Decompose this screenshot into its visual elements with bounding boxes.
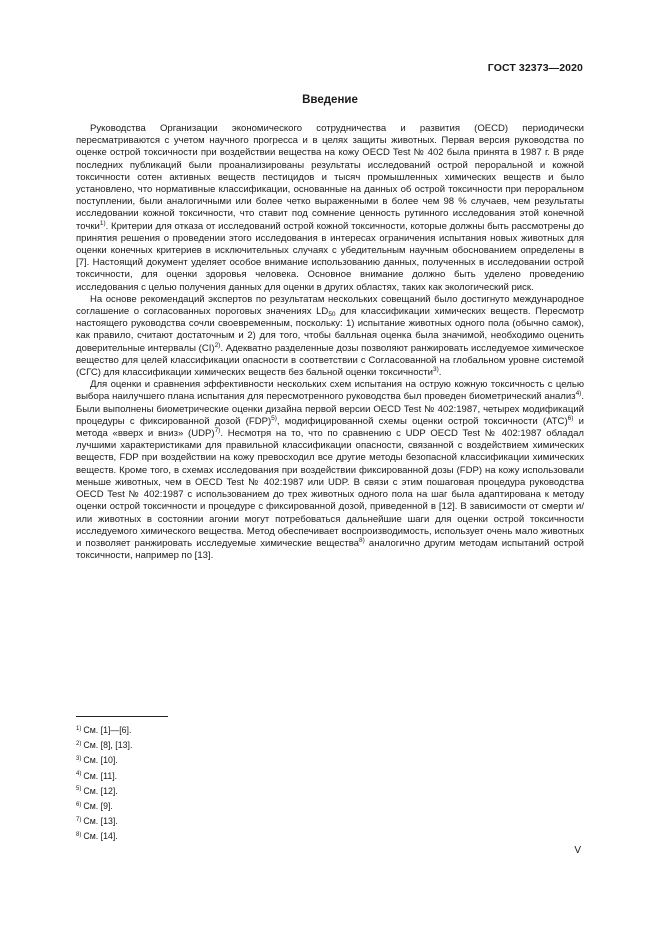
footnote-text: См. [12]. bbox=[83, 785, 118, 796]
footnote bbox=[76, 829, 376, 844]
footnote-reference: 6) bbox=[567, 414, 574, 422]
footnote bbox=[76, 799, 376, 814]
footnote-mark: 1) bbox=[76, 725, 82, 732]
text-run: Для оценки и сравнения эффективности нескольких схем испытания на острую кожную токсичность с целью выбора наилучшего плана испытания для пересмотренного руководства был проведен биометрический анализ bbox=[76, 379, 584, 403]
footnote-mark: 6) bbox=[76, 801, 82, 808]
footnote bbox=[76, 723, 376, 738]
footnote bbox=[76, 784, 376, 799]
footnote-text: См. [13]. bbox=[83, 816, 118, 827]
footnote-reference: 7) bbox=[214, 427, 221, 435]
page-number: V bbox=[574, 845, 581, 856]
footnote-text: См. [10]. bbox=[83, 755, 118, 766]
text-run: . Критерии для отказа от исследований острой кожной токсичности, которые должны быть рассмотрены до принятия решения о проведении этого исследования в интересах ограничения испытания новых животных для оценки конечных критериев в исключительных случаях с убедительным научным обоснованием определены в [7]. Настоящий документ уделяет особое внимание использованию данных, полученных в исследовании острой токсичности, для оценки здоровья человека. Основное внимание должно быть уделено проведению исследования с целью получения данных для оценки в других областях, таких как экологический риск. bbox=[76, 220, 584, 293]
text-run: и метода «вверх и вниз» (UDP) bbox=[76, 415, 584, 440]
paragraph bbox=[76, 379, 584, 562]
text-run: . Были выполнены биометрические оценки дизайна первой версии OECD Test № 402:1987, четырех модификаций процедуры с фиксированной дозой (FDP) bbox=[76, 391, 584, 427]
paragraph bbox=[76, 294, 584, 379]
footnote-text: См. [11]. bbox=[83, 770, 118, 781]
footnote-reference: 4) bbox=[575, 390, 582, 398]
footnote-text: См. [9]. bbox=[83, 801, 113, 812]
footnote bbox=[76, 738, 376, 753]
footnote-reference: 1) bbox=[99, 219, 106, 227]
footnote-text: См. [8], [13]. bbox=[83, 740, 133, 751]
text-run: . Адекватно разделенные дозы позволяют ранжировать исследуемое химическое вещество для целей классификации опасности в соответствии с Согласованной на глобальном уровне системой (СГС) для классификации химических веществ без бальной оценки токсичности bbox=[76, 342, 584, 379]
footnote bbox=[76, 814, 376, 829]
text-run: аналогично другим методам испытаний острой токсичности, например по [13]. bbox=[76, 537, 584, 562]
footnote-mark: 4) bbox=[76, 771, 82, 778]
standard-designation: ГОСТ 32373—2020 bbox=[487, 62, 583, 74]
footnote-reference: 8) bbox=[358, 536, 365, 544]
text-run: . Несмотря на то, что по сравнению с UDP OECD Test № 402:1987 обладал лучшими характеристиками для правильной классификации опасности, связанной с воздействием химических веществ, FDP при воздействии на кожу превосходил все другие методы безопасной классификации химических веществ. Кроме того, в схемах исследования при воздействии фиксированной дозы (FDP) на кожу использовали меньше животных, чем в OECD Test № 402:1987 или UDP. В связи с этим пошаговая процедура руководства OECD Test № 402:1987 с использованием до трех животных одного пола на шаг была адаптирована к методу оценки острой токсичности и процедуре с фиксированной дозой, приведенной в [12]. В зависимости от смерти и/или животных в состоянии агонии могут потребоваться дальнейшие шаги для оценки острой токсичности исследуемого химического вещества. Метод обеспечивает воспроизводимость, использует очень мало животных и позволяет ранжировать исследуемые химические вещества bbox=[76, 428, 584, 549]
paragraph bbox=[76, 123, 584, 294]
footnote bbox=[76, 753, 376, 768]
text-run: На основе рекомендаций экспертов по результатам нескольких совещаний было достигнуто международное соглашение о согласованных пороговых значениях LD bbox=[76, 293, 584, 318]
text-run: Руководства Организации экономического сотрудничества и развития (OECD) периодически пересматриваются с учетом научного прогресса и в целях защиты животных. Первая версия руководства по оценке острой токсичности при воздействии вещества на кожу OECD Test № 402 была принята в 1987 г. В ряде последних публикаций были проанализированы результаты исследований острой пероральной и кожной токсичности сотен активных веществ пестицидов и тысяч промышленных химических веществ и было установлено, что нормативные классификации, основанные на данных об острой токсичности при пероральном поступлении, были аналогичными или более четко выраженными в более чем 98 % случаев, чем результаты исследовании кожной токсичности, что ставит под сомнение ценность рутинного исследования этой конечной точки bbox=[76, 123, 584, 232]
footnote-mark: 2) bbox=[76, 740, 82, 747]
footnote-mark: 3) bbox=[76, 755, 82, 762]
footnote-mark: 8) bbox=[76, 831, 82, 838]
text-run: . bbox=[438, 367, 442, 379]
text-run: для классификации химических веществ. Пересмотр настоящего руководства сочли своевременным, поскольку: 1) испытание животных одного пола (обычно самок), как правило, считают достаточным и 2) для того, чтобы балльная оценка была значимой, необходимо оценить доверительные интервалы (CI) bbox=[76, 306, 584, 354]
footnote-reference: 5) bbox=[271, 414, 277, 422]
section-title: Введение bbox=[302, 94, 358, 106]
body-text bbox=[76, 123, 584, 562]
footnote-reference: 3) bbox=[433, 366, 439, 374]
footnote-text: См. [1]—[6]. bbox=[83, 725, 132, 735]
footnote-text: См. [14]. bbox=[83, 831, 118, 842]
footnote-reference: 2) bbox=[214, 341, 221, 349]
footnote-mark: 7) bbox=[76, 816, 82, 823]
footnote-separator bbox=[76, 716, 168, 717]
footnote bbox=[76, 769, 376, 784]
footnote-mark: 5) bbox=[76, 786, 82, 793]
subscript: 50 bbox=[328, 311, 336, 319]
text-run: , модифицированной схемы оценки острой токсичности (АТС) bbox=[276, 415, 568, 427]
footnotes bbox=[76, 723, 376, 845]
